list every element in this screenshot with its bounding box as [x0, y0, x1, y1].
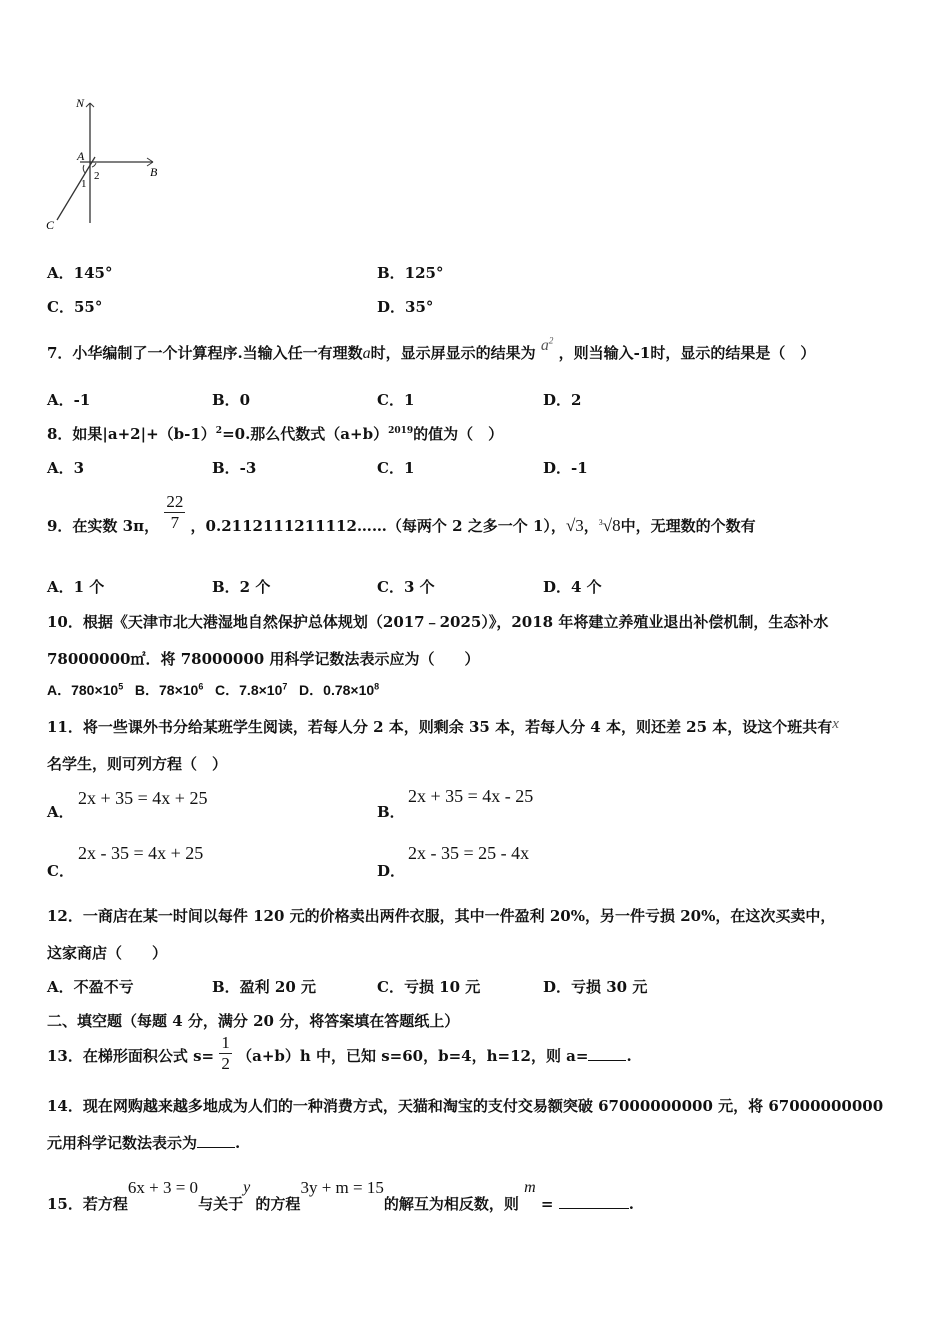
q7-option-c: C．1 [377, 391, 415, 409]
q6-option-b: B．125° [377, 264, 444, 282]
q7-expr-base: a [540, 337, 549, 354]
q9-cbrt: √8 [602, 516, 621, 535]
q6-option-c: C．55° [47, 298, 103, 316]
q15-text-b: 与关于 [198, 1195, 244, 1213]
q11-equation-b: 2x + 35 = 4x - 25 [408, 786, 534, 806]
q11-line2: 名学生，则可列方程（ ） [47, 755, 228, 773]
q8-option-a: A．3 [47, 459, 85, 477]
q10-line2: 78000000㎡．将 78000000 用科学记数法表示应为（ ） [47, 650, 480, 668]
q8-stem [47, 423, 503, 444]
q12-option-b: B．盈利 20 元 [212, 978, 316, 996]
q6-option-d: D．35° [377, 298, 434, 316]
q11-var-x: x [832, 716, 839, 732]
q8-text-c: 的值为（ ） [413, 425, 504, 443]
q12-option-c: C．亏损 10 元 [377, 978, 481, 996]
q10-line1: 10．根据《天津市北大港湿地自然保护总体规划（2017﹣2025）》，2018 年将建立养殖业退出补偿机制，生态补水 [47, 613, 829, 631]
q11-equation-a: 2x + 35 = 4x + 25 [78, 788, 208, 808]
q13-frac-den: 2 [221, 1054, 230, 1073]
q7-stem [47, 335, 816, 363]
q8-option-b: B．-3 [212, 459, 257, 477]
q9-text-b: ，0.2112111211112……（每两个 2 之多一个 1）， [190, 517, 566, 535]
label-angle-2: 2 [94, 170, 100, 182]
q11-line1 [47, 716, 839, 737]
label-angle-1: 1 [81, 178, 87, 190]
q11-equation-c: 2x - 35 = 4x + 25 [78, 843, 204, 863]
section-heading: 二、填空题（每题 4 分，满分 20 分，将答案填在答题纸上） [47, 1012, 460, 1030]
q9-option-d: D．4 个 [543, 578, 602, 596]
q15-text-c: 的方程 [255, 1195, 301, 1213]
q9-frac-den: 7 [170, 513, 180, 532]
q14-answer-blank[interactable] [197, 1133, 235, 1148]
q6-option-a: A．145° [47, 264, 113, 282]
q7-text-after: ，则当输入-1时，显示的结果是（ ） [558, 344, 816, 362]
q7-expr [541, 337, 554, 354]
q7-option-a: A．-1 [47, 391, 91, 409]
q10-options [47, 680, 379, 700]
q7-option-d: D．2 [543, 391, 582, 409]
q10-option-a-exp: 5 [118, 681, 124, 692]
label-b: B [150, 165, 158, 179]
q12-line2: 这家商店（ ） [47, 944, 168, 962]
q8-text-b: =0.那么代数式（a+b） [222, 425, 389, 443]
q12-option-d: D．亏损 30 元 [543, 978, 648, 996]
q11-equation-d: 2x - 35 = 25 - 4x [408, 843, 530, 863]
q15-text-f: . [628, 1195, 634, 1213]
q7-option-b: B．0 [212, 391, 251, 409]
q8-option-c: C．1 [377, 459, 415, 477]
q10-option-a [47, 682, 123, 698]
q10-option-b-exp: 6 [198, 681, 204, 692]
q8-text-a: 8．如果|a+2|+（b-1） [47, 425, 216, 443]
q14-line1: 14．现在网购越来越多地成为人们的一种消费方式，天猫和淘宝的支付交易额突破 67000000000 元，将 67000000000 [47, 1097, 884, 1115]
q10-option-c [215, 682, 287, 698]
q15-var-y: y [243, 1179, 251, 1196]
q13-fraction [219, 1033, 232, 1074]
q7-text-before: 7．小华编制了一个计算程序.当输入任一有理数 [47, 344, 363, 362]
label-n: N [76, 96, 85, 110]
q8-exp2: 2019 [388, 426, 414, 436]
q13-text-c: . [626, 1047, 632, 1065]
q11-label-b: B． [377, 803, 405, 821]
q13-answer-blank[interactable] [588, 1044, 626, 1061]
q15-stem [47, 1178, 634, 1214]
q10-option-b-text: B．78×10 [134, 682, 199, 698]
q13-text-a: 13．在梯形面积公式 s= [47, 1047, 215, 1065]
q9-sep: ， [583, 517, 599, 535]
geometry-figure [40, 95, 170, 235]
q12-option-a: A．不盈不亏 [47, 978, 134, 996]
q10-option-d [299, 682, 379, 698]
q11-label-a: A． [47, 803, 74, 821]
q11-label-c: C． [47, 862, 74, 880]
q10-option-c-exp: 7 [282, 681, 288, 692]
q8-exp1: 2 [215, 426, 223, 436]
q14-line2-text: 元用科学记数法表示为 [47, 1134, 198, 1152]
q13-frac-num: 1 [221, 1033, 230, 1052]
q9-option-c: C．3 个 [377, 578, 435, 596]
q8-option-d: D．-1 [543, 459, 588, 477]
q9-text-a: 9．在实数 3π， [47, 517, 160, 535]
q10-option-d-text: D．0.78×10 [299, 682, 375, 698]
q15-text-d: 的解互为相反数，则 [383, 1195, 519, 1213]
q9-option-b: B．2 个 [212, 578, 271, 596]
q11-label-d: D． [377, 862, 406, 880]
q11-line1-text: 11．将一些课外书分给某班学生阅读，若每人分 2 本，则剩余 35 本，若每人分 4 本，则还差 25 本，设这个班共有 [47, 718, 833, 736]
q9-text-c: 中，无理数的个数有 [620, 517, 756, 535]
q10-option-a-text: A．780×10 [47, 682, 119, 698]
label-c: C [46, 218, 55, 232]
q15-var-m: m [524, 1179, 536, 1196]
q15-answer-blank[interactable] [559, 1178, 629, 1209]
q7-text-mid: 时，显示屏显示的结果为 [370, 344, 536, 362]
q7-expr-exp: 2 [548, 335, 554, 346]
q9-stem [47, 492, 756, 536]
q9-fraction [164, 492, 185, 533]
label-a: A [77, 149, 85, 163]
q12-line1: 12．一商店在某一时间以每件 120 元的价格卖出两件衣服，其中一件盈利 20%，另一件亏损 20%，在这次买卖中， [47, 907, 836, 925]
q14-line2 [47, 1132, 240, 1153]
q10-option-b [135, 682, 203, 698]
q9-sqrt3: √3 [565, 516, 584, 535]
q15-text-a: 15．若方程 [47, 1195, 128, 1213]
q10-option-d-exp: 8 [374, 681, 380, 692]
q14-line2-end: . [235, 1134, 241, 1152]
q13-stem [47, 1033, 632, 1074]
q9-cbrt-index: 3 [598, 518, 603, 527]
q10-option-c-text: C．7.8×10 [215, 682, 283, 698]
q7-var: a [362, 345, 371, 362]
q9-option-a: A．1 个 [47, 578, 105, 596]
q15-eq2: 3y + m = 15 [300, 1178, 384, 1197]
q9-frac-num: 22 [166, 492, 184, 511]
q15-text-e: = [540, 1195, 554, 1213]
q15-eq1: 6x + 3 = 0 [127, 1178, 199, 1197]
q13-text-b: （a+b）h 中，已知 s=60，b=4，h=12，则 a= [237, 1047, 589, 1065]
